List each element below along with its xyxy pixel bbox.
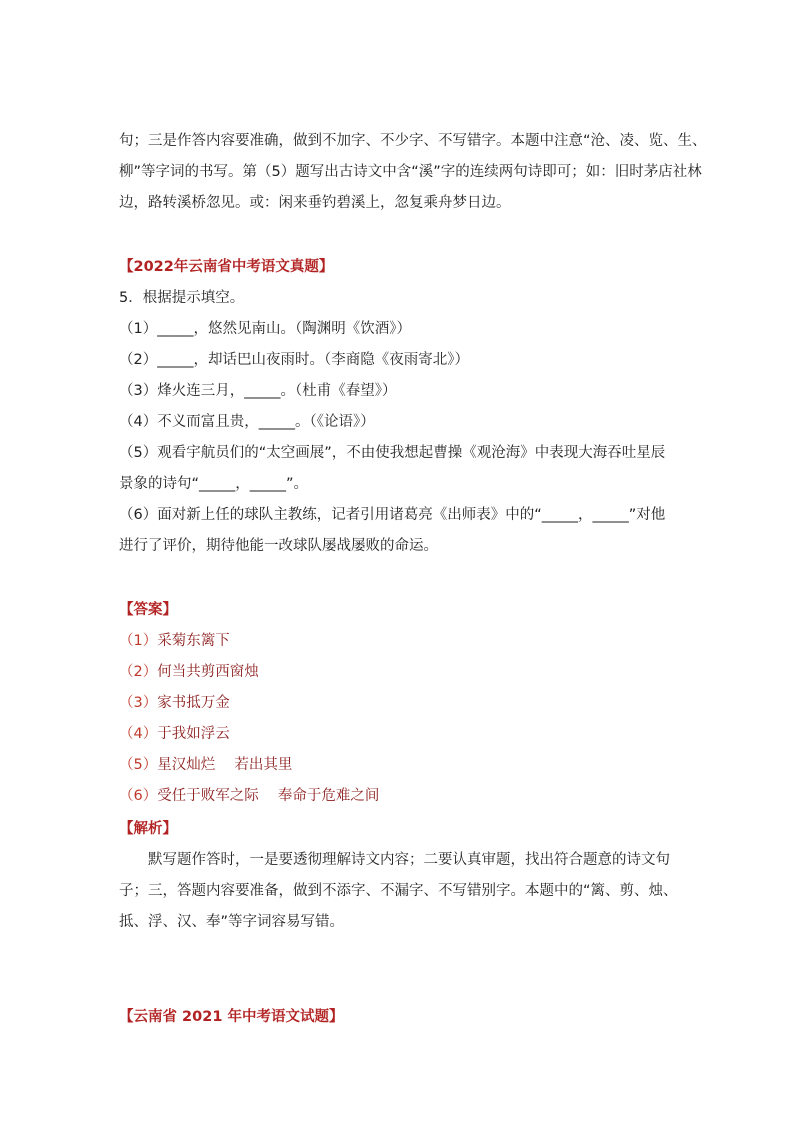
answer-item (119, 662, 679, 682)
answer-text: 受任于败军之际 奉命于危难之间 (157, 788, 380, 804)
answer-item (119, 631, 679, 651)
intro-line-2: 柳”等字词的书写。第（5）题写出古诗文中含“溪”字的连续两句诗即可；如：旧时茅店社林 (119, 164, 702, 180)
question-item-5-cont: 景象的诗句“_____，_____”。 (119, 476, 309, 492)
answer-number: （3） (119, 695, 158, 711)
analysis-heading: 【解析】 (119, 821, 177, 837)
section-heading-2021: 【云南省 2021 年中考语文试题】 (119, 1009, 344, 1025)
answer-heading: 【答案】 (119, 602, 177, 618)
answer-text: 星汉灿烂 若出其里 (157, 757, 293, 773)
answer-text: 采菊东篱下 (157, 633, 230, 649)
answer-number: （4） (119, 726, 158, 742)
question-item-3: （3）烽火连三月，_____。（杜甫《春望》） (119, 383, 397, 399)
question-item-4: （4）不义而富且贵，_____。（《论语》） (119, 414, 375, 430)
answer-item (119, 724, 679, 744)
answer-text: 于我如浮云 (157, 726, 230, 742)
question-title: 5．根据提示填空。 (119, 290, 245, 306)
analysis-line-1: 默写题作答时，一是要透彻理解诗文内容；二要认真审题，找出符合题意的诗文句 (148, 852, 670, 868)
answer-item (119, 755, 679, 775)
section-heading-2022: 【2022年云南省中考语文真题】 (119, 259, 334, 275)
question-item-6-cont: 进行了评价，期待他能一改球队屡战屡败的命运。 (119, 538, 438, 554)
analysis-line-3: 抵、浮、汉、奉”等字词容易写错。 (119, 914, 345, 930)
answer-number: （2） (119, 664, 158, 680)
answer-text: 何当共剪西窗烛 (157, 664, 259, 680)
answer-item (119, 693, 679, 713)
question-item-6: （6）面对新上任的球队主教练，记者引用诸葛亮《出师表》中的“_____，_____”对他 (119, 507, 666, 523)
intro-line-3: 边，路转溪桥忽见。或：闲来垂钓碧溪上，忽复乘舟梦日边。 (119, 195, 511, 211)
question-item-2: （2）_____，却话巴山夜雨时。（李商隐《夜雨寄北》） (119, 352, 469, 368)
question-item-1: （1）_____，悠然见南山。（陶渊明《饮酒》） (119, 321, 411, 337)
answer-text: 家书抵万金 (157, 695, 230, 711)
answer-number: （5） (119, 757, 158, 773)
answer-item (119, 786, 679, 806)
analysis-line-2: 子；三，答题内容要准备，做到不添字、不漏字、不写错别字。本题中的“篱、剪、烛、 (119, 883, 678, 899)
answer-number: （1） (119, 633, 158, 649)
intro-line-1: 句；三是作答内容要准确，做到不加字、不少字、不写错字。本题中注意“沧、凌、览、生、 (119, 133, 707, 149)
answer-number: （6） (119, 788, 158, 804)
question-item-5: （5）观看宇航员们的“太空画展”，不由使我想起曹操《观沧海》中表现大海吞吐星辰 (119, 445, 666, 461)
